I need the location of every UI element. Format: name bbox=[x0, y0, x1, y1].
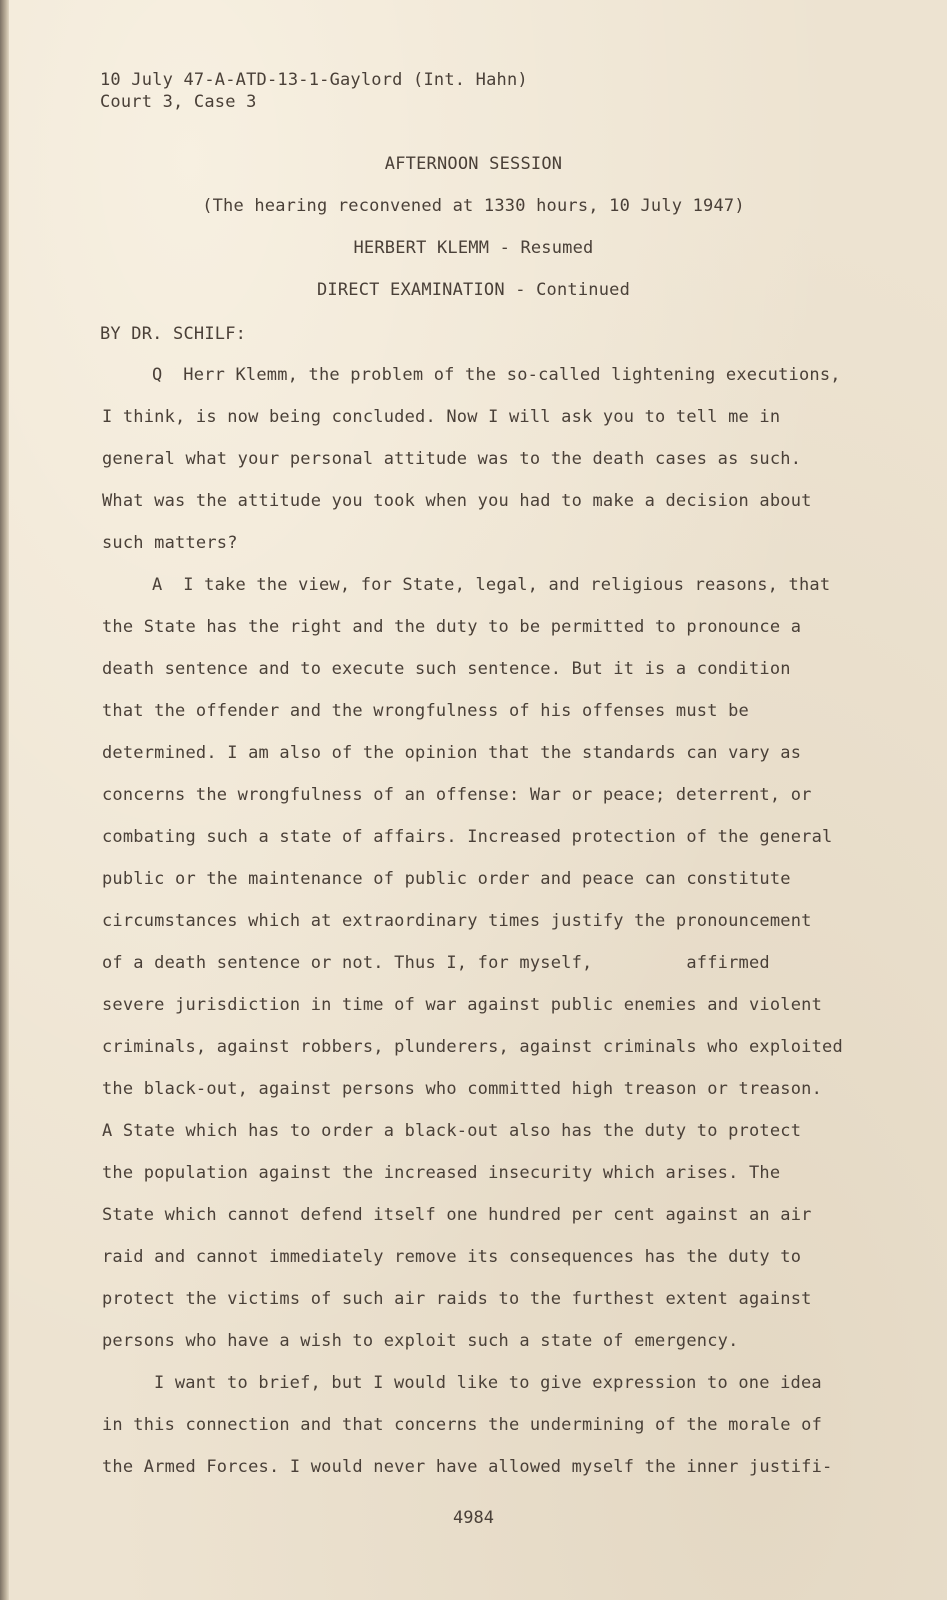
body-line: that the offender and the wrongfulness of his offenses must be bbox=[102, 701, 749, 721]
body-line: raid and cannot immediately remove its consequences has the duty to bbox=[102, 1247, 802, 1267]
body-line: A I take the view, for State, legal, and religious reasons, that bbox=[152, 575, 831, 595]
body-line: combating such a state of affairs. Increased protection of the general bbox=[102, 827, 833, 847]
body-line: circumstances which at extraordinary times justify the pronouncement bbox=[102, 911, 812, 931]
body-line: I want to brief, but I would like to give expression to one idea bbox=[154, 1373, 822, 1393]
examination-line: DIRECT EXAMINATION - Continued bbox=[316, 280, 631, 300]
body-line: determined. I am also of the opinion that the standards can vary as bbox=[102, 743, 802, 763]
body-line: Q Herr Klemm, the problem of the so-called lightening executions, bbox=[152, 365, 841, 385]
page-number: 4984 bbox=[453, 1508, 494, 1528]
body-line: severe jurisdiction in time of war against public enemies and violent bbox=[102, 995, 823, 1015]
body-line: State which cannot defend itself one hundred per cent against an air bbox=[102, 1205, 812, 1225]
examiner-heading: BY DR. SCHILF: bbox=[100, 324, 247, 344]
body-line: in this connection and that concerns the undermining of the morale of bbox=[102, 1415, 823, 1435]
body-line: the population against the increased insecurity which arises. The bbox=[102, 1163, 781, 1183]
body-line: general what your personal attitude was to the death cases as such. bbox=[102, 449, 802, 469]
body-line: A State which has to order a black-out also has the duty to protect bbox=[102, 1121, 802, 1141]
header-line-1: 10 July 47-A-ATD-13-1-Gaylord (Int. Hahn) bbox=[100, 70, 528, 90]
body-line: What was the attitude you took when you had to make a decision about bbox=[102, 491, 812, 511]
body-line: the State has the right and the duty to be permitted to pronounce a bbox=[102, 617, 802, 637]
body-line: persons who have a wish to exploit such a state of emergency. bbox=[102, 1331, 739, 1351]
body-line: of a death sentence or not. Thus I, for myself, affirmed bbox=[102, 953, 770, 973]
body-line: protect the victims of such air raids to the furthest extent against bbox=[102, 1289, 812, 1309]
body-line: death sentence and to execute such sentence. But it is a condition bbox=[102, 659, 791, 679]
body-line: the black-out, against persons who committed high treason or treason. bbox=[102, 1079, 823, 1099]
body-line: public or the maintenance of public order and peace can constitute bbox=[102, 869, 791, 889]
header-line-2: Court 3, Case 3 bbox=[100, 92, 257, 112]
body-line: criminals, against robbers, plunderers, against criminals who exploited bbox=[102, 1037, 843, 1057]
body-line: concerns the wrongfulness of an offense: War or peace; deterrent, or bbox=[102, 785, 812, 805]
body-line: I think, is now being concluded. Now I will ask you to tell me in bbox=[102, 407, 781, 427]
witness-line: HERBERT KLEMM - Resumed bbox=[353, 238, 594, 258]
body-line: such matters? bbox=[102, 533, 238, 553]
body-line: the Armed Forces. I would never have allowed myself the inner justifi- bbox=[102, 1457, 833, 1477]
session-title: AFTERNOON SESSION bbox=[384, 154, 563, 174]
reconvene-note: (The hearing reconvened at 1330 hours, 10 July 1947) bbox=[202, 196, 745, 216]
